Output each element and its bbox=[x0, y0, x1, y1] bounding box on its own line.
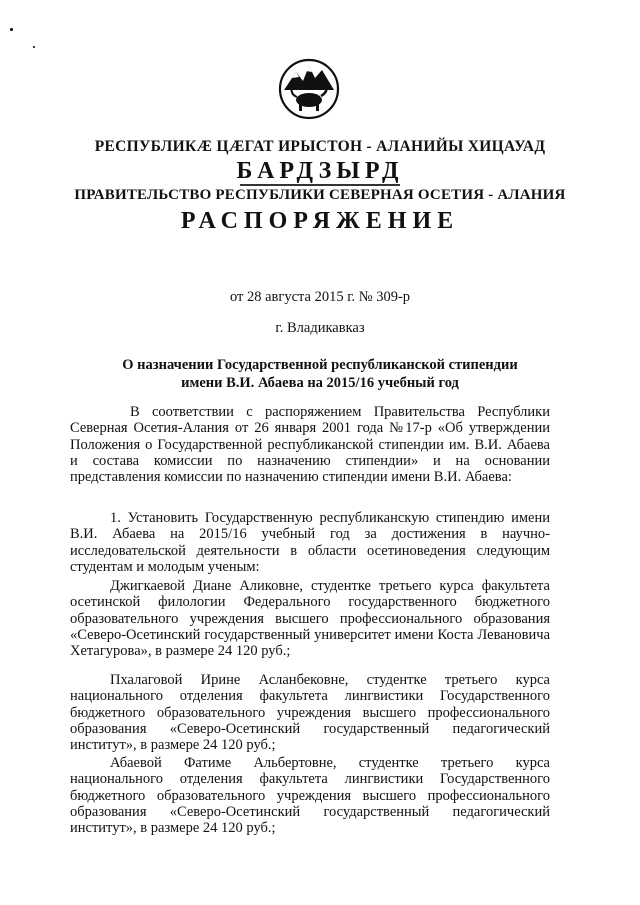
document-subject bbox=[60, 357, 580, 392]
document-date-number: от 28 августа 2015 г. № 309-р bbox=[229, 289, 411, 305]
recipient-2-paragraph: Пхалаговой Ирине Асланбековне, студентке третьего курса национального отделения факультета лингвистики Государственного бюджетного образовательного учреждения высшего профессионального образования «Северо-Осетинский государственный педагогический институт», в размере 24 120 руб.; bbox=[70, 672, 550, 754]
decree-russian-title: РАСПОРЯЖЕНИЕ bbox=[180, 208, 460, 234]
government-russian-title: ПРАВИТЕЛЬСТВО РЕСПУБЛИКИ СЕВЕРНАЯ ОСЕТИЯ - АЛАНИЯ bbox=[74, 187, 566, 203]
recipient-3-paragraph: Абаевой Фатиме Альбертовне, студентке третьего курса национального отделения факультета лингвистики Государственного бюджетного образовательного учреждения высшего профессионального образования «Северо-Осетинский государственный педагогический институт», в размере 24 120 руб.; bbox=[70, 755, 550, 837]
scan-speck bbox=[33, 46, 35, 48]
recipient-1-paragraph: Джигкаевой Диане Аликовне, студентке третьего курса факультета осетинской филологии Федерального государственного бюджетного образовательного учреждения высшего профессионального образования «Северо-Осетинский государственный университет имени Коста Левановича Хетагурова», в размере 24 120 руб.; bbox=[70, 578, 550, 660]
subject-line-2: имени В.И. Абаева на 2015/16 учебный год bbox=[181, 374, 459, 391]
decree-ossetian-title: БАРДЗЫРД bbox=[236, 158, 404, 184]
scan-speck bbox=[10, 28, 13, 31]
document-city: г. Владикавказ bbox=[275, 320, 365, 336]
coat-of-arms-emblem-icon bbox=[278, 56, 340, 122]
republic-ossetian-title: РЕСПУБЛИКӔ ЦӔГАТ ИРЫСТОН - АЛАНИЙЫ ХИЦАУАД bbox=[94, 138, 546, 155]
preamble-paragraph: В соответствии с распоряжением Правительства Республики Северная Осетия-Алания от 26 января 2001 года №17-р «Об утверждении Положения о Государственной республиканской стипендии им. В.И. Абаева и состава комиссии по назначению стипендии» и на основании представления комиссии по назначению стипендии имени В.И. Абаева: bbox=[70, 404, 550, 486]
header-divider bbox=[240, 184, 400, 186]
item-1-paragraph: 1. Установить Государственную республиканскую стипендию имени В.И. Абаева на 2015/16 учебный год за достижения в научно-исследовательской деятельности в области осетиноведения следующим студентам и молодым ученым: bbox=[70, 510, 550, 575]
subject-line-1: О назначении Государственной республиканской стипендии bbox=[122, 357, 518, 373]
